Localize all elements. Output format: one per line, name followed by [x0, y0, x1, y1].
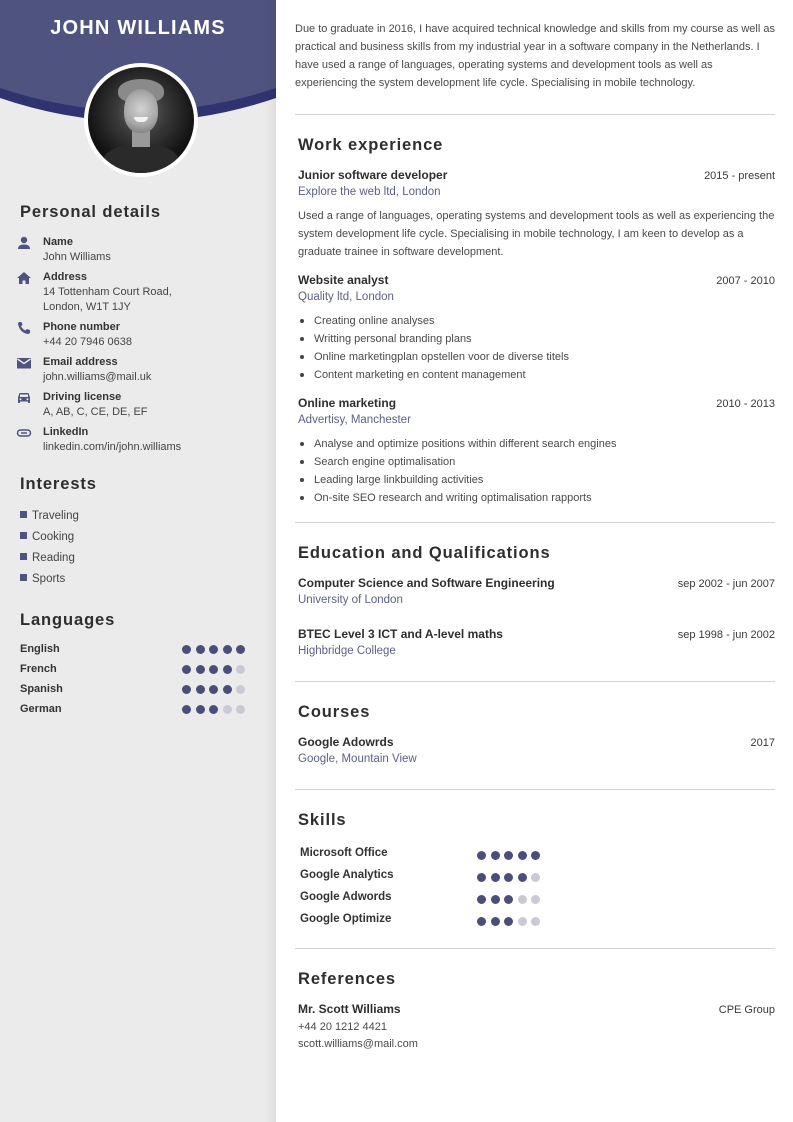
divider: [295, 948, 775, 949]
filled-dot-icon: [504, 917, 513, 926]
filled-dot-icon: [209, 705, 218, 714]
job-title: Online marketing: [298, 396, 397, 410]
skill-row: [300, 911, 560, 927]
language-name: French: [20, 663, 57, 675]
filled-dot-icon: [209, 685, 218, 694]
filled-dot-icon: [182, 705, 191, 714]
detail-value: John Williams: [43, 251, 111, 263]
profile-photo: [88, 67, 194, 173]
profile-summary: Due to graduate in 2016, I have acquired technical knowledge and skills from my course as well as practical and business skills from my industrial year in a software company in the Netherlands. I have used a range of languages, operating systems and development tools as well as experiencing the system development life cycle. Specialising in mobile technology.: [295, 23, 775, 89]
filled-dot-icon: [182, 685, 191, 694]
job-company: Advertisy, Manchester: [298, 414, 411, 426]
courses-heading: Courses: [298, 703, 371, 721]
square-bullet-icon: [20, 553, 27, 560]
empty-dot-icon: [531, 873, 540, 882]
detail-value: A, AB, C, CE, DE, EF: [43, 406, 148, 418]
bullet-item: Content marketing en content management: [298, 366, 569, 384]
person-icon: [16, 236, 32, 250]
detail-value: +44 20 7946 0638: [43, 336, 133, 348]
detail-value: john.williams@mail.uk: [43, 371, 152, 383]
bullet-item: Search engine optimalisation: [298, 453, 616, 471]
reference-phone: +44 20 1212 4421: [298, 1021, 388, 1033]
link-icon: [16, 426, 32, 440]
job-date: 2015 - present: [704, 170, 775, 182]
detail-label: Phone number: [43, 321, 121, 333]
interest-item: Sports: [20, 572, 65, 586]
empty-dot-icon: [236, 665, 245, 674]
skill-name: Google Optimize: [300, 913, 392, 925]
references-heading: References: [298, 970, 396, 988]
divider: [295, 114, 775, 115]
degree-title: Computer Science and Software Engineering: [298, 576, 555, 590]
course-provider: Google, Mountain View: [298, 753, 417, 765]
filled-dot-icon: [491, 873, 500, 882]
education-date: sep 2002 - jun 2007: [677, 578, 775, 590]
personal-details-heading: Personal details: [20, 203, 161, 221]
detail-label: Address: [43, 271, 88, 283]
main-content: [276, 0, 793, 1122]
language-row: [20, 642, 260, 656]
job-date: 2007 - 2010: [716, 275, 775, 287]
filled-dot-icon: [236, 645, 245, 654]
degree-title: BTEC Level 3 ICT and A-level maths: [298, 627, 503, 641]
job-description: Used a range of languages, operating systems and development tools as well as experiencing the system development life cycle. Specialising in mobile technology, I am keen to develop as a graduate trainee in software development.: [298, 210, 775, 258]
skill-row: [300, 845, 560, 861]
car-icon: [16, 391, 32, 405]
filled-dot-icon: [504, 895, 513, 904]
reference-organization: CPE Group: [718, 1004, 775, 1016]
rating-dots: [477, 895, 540, 904]
envelope-icon: [16, 356, 32, 370]
bullet-item: Online marketingplan opstellen voor de diverse titels: [298, 348, 569, 366]
empty-dot-icon: [518, 917, 527, 926]
filled-dot-icon: [209, 665, 218, 674]
filled-dot-icon: [209, 645, 218, 654]
education-date: sep 1998 - jun 2002: [677, 629, 775, 641]
detail-label: Email address: [43, 356, 118, 368]
interest-item: Cooking: [20, 530, 74, 544]
job-bullets: [298, 312, 569, 384]
filled-dot-icon: [223, 645, 232, 654]
interest-item: Traveling: [20, 509, 79, 523]
filled-dot-icon: [518, 873, 527, 882]
square-bullet-icon: [20, 574, 27, 581]
rating-dots: [477, 851, 540, 860]
filled-dot-icon: [491, 851, 500, 860]
rating-dots: [477, 873, 540, 882]
job-date: 2010 - 2013: [716, 398, 775, 410]
bullet-item: Writting personal branding plans: [298, 330, 569, 348]
job-company: Explore the web ltd, London: [298, 186, 441, 198]
rating-dots: [477, 917, 540, 926]
rating-dots: [182, 645, 245, 654]
bullet-item: Analyse and optimize positions within different search engines: [298, 435, 616, 453]
interests-heading: Interests: [20, 475, 97, 493]
course-date: 2017: [750, 737, 775, 749]
divider: [295, 789, 775, 790]
filled-dot-icon: [491, 917, 500, 926]
interest-item: Reading: [20, 551, 75, 565]
rating-dots: [182, 705, 245, 714]
filled-dot-icon: [477, 873, 486, 882]
filled-dot-icon: [196, 705, 205, 714]
empty-dot-icon: [236, 705, 245, 714]
detail-label: Driving license: [43, 391, 122, 403]
rating-dots: [182, 685, 245, 694]
languages-heading: Languages: [20, 611, 116, 629]
language-row: [20, 682, 260, 696]
skill-row: [300, 867, 560, 883]
reference-name: Mr. Scott Williams: [298, 1002, 401, 1016]
filled-dot-icon: [518, 851, 527, 860]
empty-dot-icon: [518, 895, 527, 904]
detail-label: Name: [43, 236, 73, 248]
filled-dot-icon: [196, 665, 205, 674]
filled-dot-icon: [477, 851, 486, 860]
job-bullets: [298, 435, 616, 507]
divider: [295, 681, 775, 682]
filled-dot-icon: [531, 851, 540, 860]
skill-name: Google Adwords: [300, 891, 392, 903]
bullet-item: Leading large linkbuilding activities: [298, 471, 616, 489]
square-bullet-icon: [20, 511, 27, 518]
filled-dot-icon: [223, 665, 232, 674]
empty-dot-icon: [531, 917, 540, 926]
skill-name: Google Analytics: [300, 869, 394, 881]
filled-dot-icon: [196, 685, 205, 694]
language-row: [20, 662, 260, 676]
education-heading: Education and Qualifications: [298, 544, 551, 562]
linkedin-link[interactable]: linkedin.com/in/john.williams: [43, 441, 182, 453]
empty-dot-icon: [236, 685, 245, 694]
skills-heading: Skills: [298, 811, 347, 829]
filled-dot-icon: [196, 645, 205, 654]
filled-dot-icon: [477, 895, 486, 904]
rating-dots: [182, 665, 245, 674]
skill-name: Microsoft Office: [300, 847, 388, 859]
sidebar: [0, 0, 276, 1122]
filled-dot-icon: [504, 873, 513, 882]
language-name: Spanish: [20, 683, 63, 695]
bullet-item: Creating online analyses: [298, 312, 569, 330]
filled-dot-icon: [491, 895, 500, 904]
skill-row: [300, 889, 560, 905]
detail-value: 14 Tottenham Court Road, London, W1T 1JY: [43, 286, 172, 313]
institution: University of London: [298, 594, 403, 606]
course-title: Google Adowrds: [298, 735, 394, 749]
filled-dot-icon: [182, 665, 191, 674]
bullet-item: On-site SEO research and writing optimalisation rapports: [298, 489, 616, 507]
divider: [295, 522, 775, 523]
filled-dot-icon: [182, 645, 191, 654]
detail-label: LinkedIn: [43, 426, 89, 438]
square-bullet-icon: [20, 532, 27, 539]
home-icon: [16, 271, 32, 285]
phone-icon: [16, 321, 32, 335]
avatar: [84, 63, 198, 177]
job-title: Website analyst: [298, 273, 389, 287]
filled-dot-icon: [477, 917, 486, 926]
language-row: [20, 702, 260, 716]
reference-email[interactable]: scott.williams@mail.com: [298, 1038, 418, 1050]
empty-dot-icon: [223, 705, 232, 714]
filled-dot-icon: [223, 685, 232, 694]
candidate-name: JOHN WILLIAMS: [50, 17, 226, 39]
job-company: Quality ltd, London: [298, 291, 394, 303]
empty-dot-icon: [531, 895, 540, 904]
work-experience-heading: Work experience: [298, 136, 444, 154]
language-name: English: [20, 643, 60, 655]
filled-dot-icon: [504, 851, 513, 860]
job-title: Junior software developer: [298, 168, 448, 182]
language-name: German: [20, 703, 62, 715]
institution: Highbridge College: [298, 645, 396, 657]
